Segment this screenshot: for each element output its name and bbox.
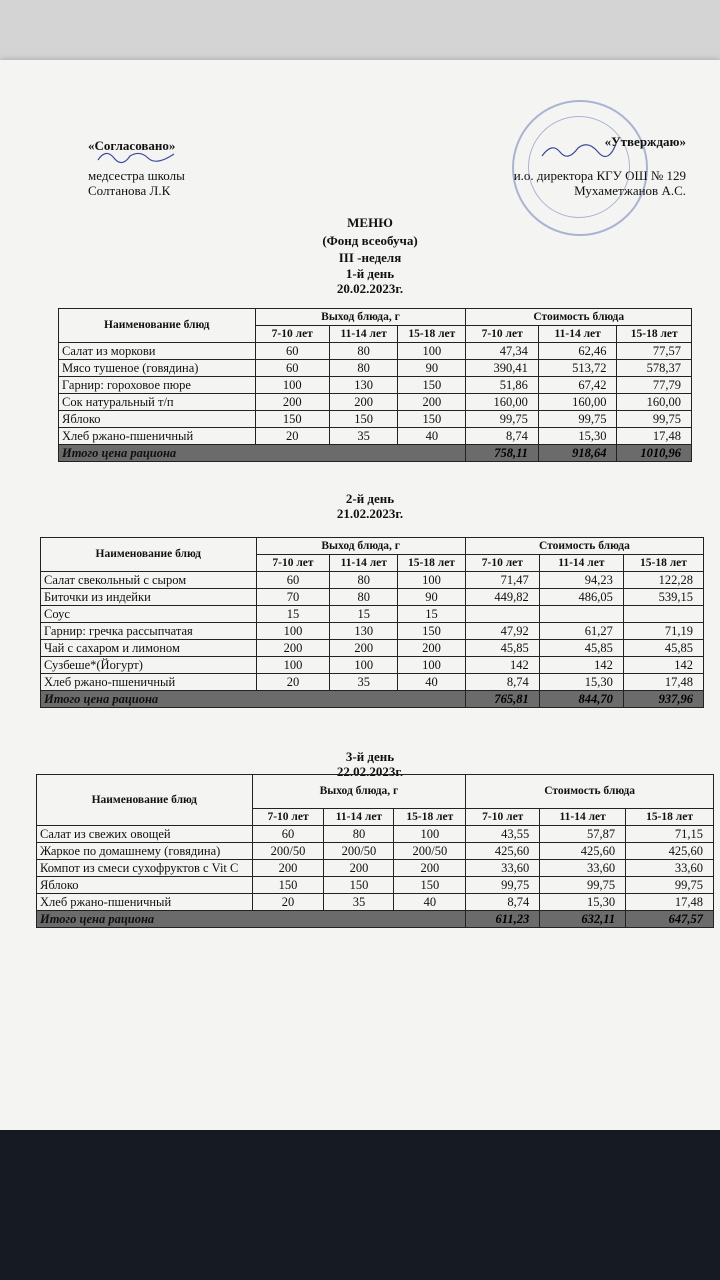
cost-cell: 8,74 xyxy=(465,674,539,691)
total-label: Итого цена рациона xyxy=(41,691,466,708)
cost-cell: 8,74 xyxy=(466,894,540,911)
total-label: Итого цена рациона xyxy=(59,445,466,462)
yield-cell: 200 xyxy=(256,640,330,657)
cost-cell: 99,75 xyxy=(466,877,540,894)
yield-cell: 200 xyxy=(329,394,397,411)
cost-cell: 425,60 xyxy=(540,843,626,860)
yield-cell: 200 xyxy=(398,640,466,657)
dish-name: Компот из смеси сухофруктов с Vit C xyxy=(37,860,253,877)
total-cell: 758,11 xyxy=(466,445,538,462)
col-yield-header: Выход блюда, г xyxy=(256,538,465,555)
cost-cell: 47,34 xyxy=(466,343,538,360)
yield-cell: 60 xyxy=(255,343,329,360)
age-header: 15-18 лет xyxy=(617,326,692,343)
yield-cell: 200 xyxy=(324,860,394,877)
dish-name: Хлеб ржано-пшеничный xyxy=(41,674,257,691)
cost-cell: 94,23 xyxy=(539,572,623,589)
cost-cell: 17,48 xyxy=(623,674,703,691)
yield-cell: 200 xyxy=(398,394,466,411)
dish-name: Яблоко xyxy=(37,877,253,894)
dish-name: Гарнир: гречка рассыпчатая xyxy=(41,623,257,640)
yield-cell: 200 xyxy=(330,640,398,657)
menu-week: III -неделя xyxy=(338,250,402,265)
total-cell: 632,11 xyxy=(540,911,626,928)
table-row xyxy=(37,877,714,894)
total-cell: 647,57 xyxy=(626,911,714,928)
yield-cell: 100 xyxy=(398,343,466,360)
cost-cell: 99,75 xyxy=(466,411,538,428)
table-row xyxy=(59,343,692,360)
day3-date: 22.02.2023г. xyxy=(336,764,404,779)
age-header: 15-18 лет xyxy=(623,555,703,572)
age-header: 11-14 лет xyxy=(539,555,623,572)
dish-name: Сузбеше*(Йогурт) xyxy=(41,657,257,674)
cost-cell: 43,55 xyxy=(466,826,540,843)
yield-cell: 80 xyxy=(324,826,394,843)
day2-date: 21.02.2023г. xyxy=(336,506,404,521)
col-cost-header: Стоимость блюда xyxy=(466,775,714,809)
age-header: 11-14 лет xyxy=(538,326,617,343)
cost-cell: 71,15 xyxy=(626,826,714,843)
age-header: 11-14 лет xyxy=(329,326,397,343)
cost-cell xyxy=(539,606,623,623)
yield-cell: 130 xyxy=(329,377,397,394)
yield-cell: 200 xyxy=(252,860,324,877)
yield-cell: 150 xyxy=(394,877,466,894)
age-header: 11-14 лет xyxy=(330,555,398,572)
age-header: 7-10 лет xyxy=(466,809,540,826)
yield-cell: 90 xyxy=(398,589,466,606)
table-row xyxy=(41,674,704,691)
age-header: 7-10 лет xyxy=(252,809,324,826)
table-row xyxy=(37,843,714,860)
yield-cell: 150 xyxy=(398,623,466,640)
cost-cell: 99,75 xyxy=(538,411,617,428)
age-header: 15-18 лет xyxy=(398,326,466,343)
menu-table-day2 xyxy=(40,537,704,708)
table-row xyxy=(41,657,704,674)
cost-cell: 17,48 xyxy=(626,894,714,911)
cost-cell: 15,30 xyxy=(540,894,626,911)
dish-name: Яблоко xyxy=(59,411,256,428)
yield-cell: 70 xyxy=(256,589,330,606)
total-cell: 844,70 xyxy=(539,691,623,708)
dish-name: Мясо тушеное (говядина) xyxy=(59,360,256,377)
yield-cell: 150 xyxy=(329,411,397,428)
cost-cell: 449,82 xyxy=(465,589,539,606)
age-header: 15-18 лет xyxy=(398,555,466,572)
right-title: «Утверждаю» xyxy=(604,134,686,149)
age-header: 11-14 лет xyxy=(540,809,626,826)
table-row xyxy=(41,640,704,657)
cost-cell: 122,28 xyxy=(623,572,703,589)
yield-cell: 40 xyxy=(398,674,466,691)
yield-cell: 130 xyxy=(330,623,398,640)
cost-cell: 15,30 xyxy=(538,428,617,445)
yield-cell: 15 xyxy=(330,606,398,623)
table-row xyxy=(59,411,692,428)
background-bottom xyxy=(0,1130,720,1280)
total-row xyxy=(41,691,704,708)
age-header: 15-18 лет xyxy=(626,809,714,826)
cost-cell: 539,15 xyxy=(623,589,703,606)
dish-name: Салат из свежих овощей xyxy=(37,826,253,843)
col-name-header: Наименование блюд xyxy=(37,775,253,826)
cost-cell: 62,46 xyxy=(538,343,617,360)
dish-name: Гарнир: гороховое пюре xyxy=(59,377,256,394)
col-cost-header: Стоимость блюда xyxy=(465,538,703,555)
yield-cell: 60 xyxy=(255,360,329,377)
table-row xyxy=(41,572,704,589)
cost-cell: 33,60 xyxy=(626,860,714,877)
table-row xyxy=(41,623,704,640)
yield-cell: 100 xyxy=(255,377,329,394)
yield-cell: 80 xyxy=(329,360,397,377)
col-name-header: Наименование блюд xyxy=(41,538,257,572)
cost-cell: 8,74 xyxy=(466,428,538,445)
day2-label: 2-й день xyxy=(345,491,395,506)
dish-name: Чай с сахаром и лимоном xyxy=(41,640,257,657)
left-title: «Согласовано» xyxy=(88,138,176,153)
cost-cell xyxy=(465,606,539,623)
yield-cell: 15 xyxy=(398,606,466,623)
total-cell: 937,96 xyxy=(623,691,703,708)
total-cell: 1010,96 xyxy=(617,445,692,462)
yield-cell: 150 xyxy=(398,411,466,428)
cost-cell: 77,57 xyxy=(617,343,692,360)
dish-name: Жаркое по домашнему (говядина) xyxy=(37,843,253,860)
menu-table-day1 xyxy=(58,308,692,462)
yield-cell: 15 xyxy=(256,606,330,623)
table-row xyxy=(37,826,714,843)
total-label: Итого цена рациона xyxy=(37,911,466,928)
cost-cell: 99,75 xyxy=(626,877,714,894)
yield-cell: 20 xyxy=(255,428,329,445)
right-role: и.о. директора КГУ ОШ № 129 xyxy=(513,168,686,183)
day3-label: 3-й день xyxy=(345,749,395,764)
table-row xyxy=(41,606,704,623)
table-row xyxy=(59,377,692,394)
yield-cell: 90 xyxy=(398,360,466,377)
menu-subtitle: (Фонд всеобуча) xyxy=(322,233,418,248)
total-cell: 918,64 xyxy=(538,445,617,462)
age-header: 11-14 лет xyxy=(324,809,394,826)
yield-cell: 35 xyxy=(324,894,394,911)
col-yield-header: Выход блюда, г xyxy=(252,775,466,809)
yield-cell: 35 xyxy=(330,674,398,691)
cost-cell: 45,85 xyxy=(539,640,623,657)
total-cell: 765,81 xyxy=(465,691,539,708)
left-name: Солтанова Л.К xyxy=(88,183,171,198)
cost-cell: 57,87 xyxy=(540,826,626,843)
yield-cell: 200 xyxy=(394,860,466,877)
yield-cell: 100 xyxy=(256,623,330,640)
yield-cell: 40 xyxy=(398,428,466,445)
yield-cell: 80 xyxy=(330,589,398,606)
yield-cell: 200 xyxy=(255,394,329,411)
table-row xyxy=(37,894,714,911)
col-yield-header: Выход блюда, г xyxy=(255,309,466,326)
age-header: 15-18 лет xyxy=(394,809,466,826)
left-role: медсестра школы xyxy=(88,168,185,183)
cost-cell xyxy=(623,606,703,623)
dish-name: Соус xyxy=(41,606,257,623)
cost-cell: 390,41 xyxy=(466,360,538,377)
cost-cell: 67,42 xyxy=(538,377,617,394)
yield-cell: 60 xyxy=(256,572,330,589)
dish-name: Салат из моркови xyxy=(59,343,256,360)
dish-name: Сок натуральный т/п xyxy=(59,394,256,411)
cost-cell: 425,60 xyxy=(626,843,714,860)
yield-cell: 20 xyxy=(256,674,330,691)
yield-cell: 100 xyxy=(398,572,466,589)
cost-cell: 160,00 xyxy=(617,394,692,411)
yield-cell: 60 xyxy=(252,826,324,843)
cost-cell: 142 xyxy=(539,657,623,674)
col-cost-header: Стоимость блюда xyxy=(466,309,692,326)
cost-cell: 142 xyxy=(623,657,703,674)
yield-cell: 150 xyxy=(324,877,394,894)
signature-right-icon xyxy=(538,138,618,162)
cost-cell: 99,75 xyxy=(617,411,692,428)
total-cell: 611,23 xyxy=(466,911,540,928)
yield-cell: 150 xyxy=(252,877,324,894)
table-row xyxy=(41,589,704,606)
cost-cell: 17,48 xyxy=(617,428,692,445)
signature-left-icon xyxy=(96,146,176,166)
table-row xyxy=(59,394,692,411)
yield-cell: 100 xyxy=(398,657,466,674)
dish-name: Биточки из индейки xyxy=(41,589,257,606)
age-header: 7-10 лет xyxy=(465,555,539,572)
age-header: 7-10 лет xyxy=(256,555,330,572)
age-header: 7-10 лет xyxy=(466,326,538,343)
cost-cell: 578,37 xyxy=(617,360,692,377)
day1-label: 1-й день xyxy=(345,266,395,281)
total-row xyxy=(37,911,714,928)
cost-cell: 513,72 xyxy=(538,360,617,377)
cost-cell: 425,60 xyxy=(466,843,540,860)
cost-cell: 142 xyxy=(465,657,539,674)
dish-name: Хлеб ржано-пшеничный xyxy=(59,428,256,445)
yield-cell: 100 xyxy=(394,826,466,843)
cost-cell: 160,00 xyxy=(538,394,617,411)
cost-cell: 71,19 xyxy=(623,623,703,640)
table-row xyxy=(59,428,692,445)
yield-cell: 200/50 xyxy=(394,843,466,860)
cost-cell: 15,30 xyxy=(539,674,623,691)
total-row xyxy=(59,445,692,462)
cost-cell: 61,27 xyxy=(539,623,623,640)
right-name: Мухаметжанов А.С. xyxy=(574,183,686,198)
yield-cell: 35 xyxy=(329,428,397,445)
table-row xyxy=(59,360,692,377)
day1-date: 20.02.2023г. xyxy=(336,281,404,296)
menu-title: МЕНЮ xyxy=(347,215,393,230)
cost-cell: 71,47 xyxy=(465,572,539,589)
yield-cell: 40 xyxy=(394,894,466,911)
yield-cell: 150 xyxy=(398,377,466,394)
cost-cell: 77,79 xyxy=(617,377,692,394)
yield-cell: 200/50 xyxy=(324,843,394,860)
cost-cell: 33,60 xyxy=(540,860,626,877)
cost-cell: 486,05 xyxy=(539,589,623,606)
age-header: 7-10 лет xyxy=(255,326,329,343)
cost-cell: 99,75 xyxy=(540,877,626,894)
yield-cell: 200/50 xyxy=(252,843,324,860)
cost-cell: 45,85 xyxy=(623,640,703,657)
cost-cell: 33,60 xyxy=(466,860,540,877)
cost-cell: 47,92 xyxy=(465,623,539,640)
yield-cell: 100 xyxy=(256,657,330,674)
cost-cell: 160,00 xyxy=(466,394,538,411)
col-name-header: Наименование блюд xyxy=(59,309,256,343)
cost-cell: 45,85 xyxy=(465,640,539,657)
background-top xyxy=(0,0,720,62)
yield-cell: 100 xyxy=(330,657,398,674)
cost-cell: 51,86 xyxy=(466,377,538,394)
yield-cell: 20 xyxy=(252,894,324,911)
table-row xyxy=(37,860,714,877)
dish-name: Салат свекольный с сыром xyxy=(41,572,257,589)
menu-table-day3 xyxy=(36,774,714,928)
dish-name: Хлеб ржано-пшеничный xyxy=(37,894,253,911)
yield-cell: 150 xyxy=(255,411,329,428)
yield-cell: 80 xyxy=(329,343,397,360)
yield-cell: 80 xyxy=(330,572,398,589)
